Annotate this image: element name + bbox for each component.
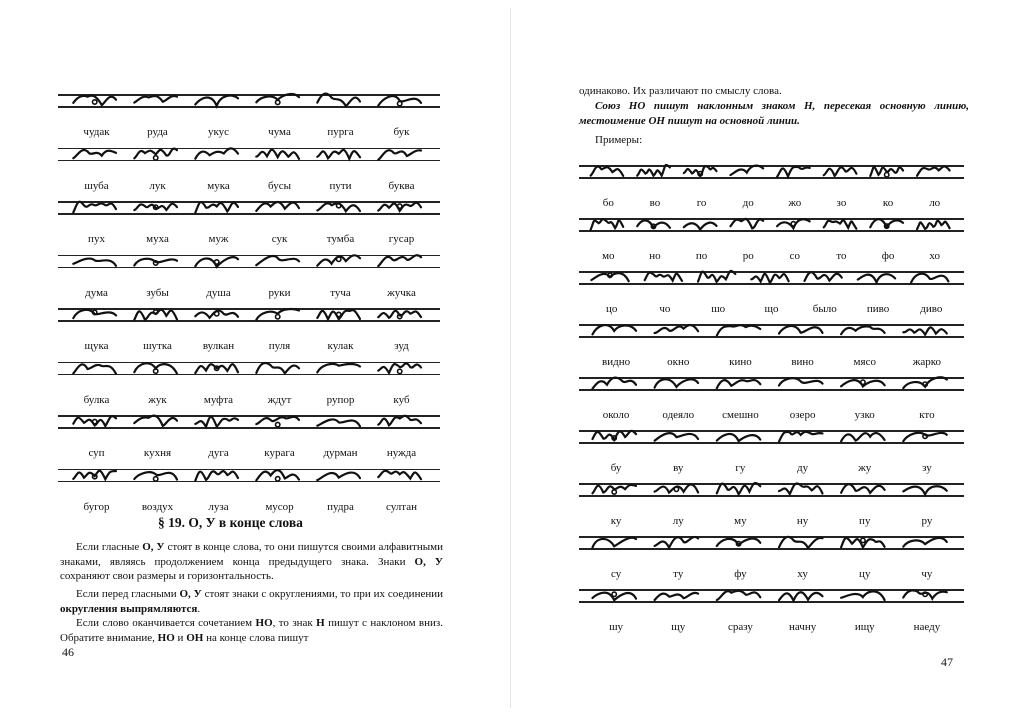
shorthand-glyph <box>779 378 823 385</box>
shorthand-glyph <box>593 538 637 548</box>
word-label: пуля <box>268 340 291 352</box>
shorthand-glyph <box>779 326 823 334</box>
shorthand-glyph <box>378 416 421 426</box>
shorthand-row <box>58 191 440 249</box>
paragraph-1 <box>60 540 443 584</box>
emphasis-text: НО <box>157 631 175 644</box>
shorthand-glyph <box>195 96 238 106</box>
shorthand-glyph <box>717 591 761 600</box>
word-label: около <box>602 409 630 421</box>
shorthand-glyph <box>731 219 764 229</box>
word-label: пу <box>859 515 871 527</box>
shorthand-glyph <box>903 538 947 547</box>
shorthand-glyph <box>73 364 116 373</box>
shorthand-strokes <box>579 155 964 195</box>
shorthand-glyph <box>195 148 238 158</box>
word-label: му <box>734 515 747 527</box>
word-label: окно <box>667 356 690 368</box>
shorthand-glyph <box>73 202 116 213</box>
shorthand-glyph <box>777 219 810 228</box>
shorthand-row <box>579 420 964 478</box>
word-label: курага <box>264 447 295 459</box>
word-label: диво <box>920 303 943 315</box>
word-label: бук <box>393 126 410 138</box>
shorthand-row <box>58 405 440 463</box>
word-label: ту <box>673 568 684 580</box>
body-text: и <box>174 631 187 644</box>
shorthand-glyph <box>256 149 299 158</box>
word-label: нужда <box>386 447 417 459</box>
shorthand-glyph <box>698 271 735 282</box>
shorthand-glyph <box>195 417 238 427</box>
shorthand-loop <box>398 101 402 105</box>
word-label: бо <box>602 197 614 209</box>
shorthand-glyph <box>805 272 842 281</box>
shorthand-strokes <box>58 245 440 285</box>
page-number-right: 47 <box>941 655 953 669</box>
shorthand-strokes <box>579 261 964 301</box>
shorthand-glyph <box>777 167 810 177</box>
shorthand-strokes <box>579 473 964 513</box>
shorthand-glyph <box>655 433 699 441</box>
body-text: на конце слова пишут <box>203 631 309 644</box>
shorthand-glyph <box>256 256 299 265</box>
word-label: мо <box>602 250 615 262</box>
word-label: шутка <box>143 340 172 352</box>
shorthand-loop <box>215 312 219 316</box>
shorthand-loop <box>861 380 865 384</box>
shorthand-glyph <box>593 378 637 389</box>
shorthand-glyph <box>903 486 947 494</box>
shorthand-strokes <box>579 420 964 460</box>
body-text: стоят знаки с округлениями, то при их соединении <box>201 588 443 600</box>
word-label: муж <box>208 233 229 245</box>
emphasis-text: О, У <box>179 588 202 600</box>
word-label: цу <box>859 568 871 580</box>
word-label: муфта <box>203 393 234 406</box>
word-label: хо <box>929 250 940 262</box>
shorthand-glyph <box>841 433 885 441</box>
shorthand-glyph <box>841 591 885 600</box>
intro-text: одинаково. Их различают по смыслу слова. <box>579 85 782 97</box>
word-label: ку <box>610 515 622 527</box>
shorthand-strokes <box>579 579 964 619</box>
shorthand-strokes <box>579 367 964 407</box>
body-text: стоят в конце слова, то они пишутся своими алфавитными знаками, являясь продолжением конца предыдущего знака. Знаки <box>60 541 443 568</box>
shorthand-glyph <box>655 593 699 600</box>
body-text: сохраняют свои размеры и горизонтальность. <box>60 570 274 582</box>
shorthand-glyph <box>317 363 360 371</box>
word-label: гусар <box>388 233 415 245</box>
shorthand-row <box>579 367 964 425</box>
word-label: одеяло <box>662 409 695 421</box>
word-label: султан <box>386 500 417 513</box>
page-number-left: 46 <box>62 645 74 659</box>
word-label: булка <box>83 393 110 406</box>
shorthand-loop <box>276 476 280 480</box>
shorthand-row <box>579 261 964 319</box>
shorthand-loop <box>215 259 219 263</box>
word-label: зо <box>836 197 847 209</box>
shorthand-loop <box>337 203 341 207</box>
shorthand-loop <box>154 310 158 314</box>
shorthand-row <box>58 298 440 356</box>
shorthand-glyph <box>684 223 717 230</box>
word-label: мусор <box>265 500 294 513</box>
shorthand-glyph <box>903 327 947 334</box>
word-label: жарко <box>912 356 942 368</box>
shorthand-glyph <box>134 148 177 158</box>
shorthand-glyph <box>637 165 670 176</box>
word-label: шу <box>609 621 624 633</box>
word-label: чо <box>659 303 671 315</box>
emphasis-text: округления выпрямляются <box>60 602 198 615</box>
shorthand-loop <box>154 476 158 480</box>
word-label: кто <box>919 409 935 421</box>
word-label: рупор <box>326 393 355 406</box>
word-label: луза <box>208 500 229 513</box>
shorthand-glyph <box>378 255 421 266</box>
shorthand-glyph <box>256 94 299 102</box>
shorthand-row <box>579 155 964 213</box>
shorthand-glyph <box>655 537 699 548</box>
left-page <box>0 0 511 724</box>
shorthand-glyph <box>731 166 764 175</box>
word-label: шуба <box>84 179 109 192</box>
word-label: озеро <box>789 409 816 421</box>
shorthand-row <box>579 579 964 637</box>
word-label: жу <box>858 462 872 474</box>
shorthand-row <box>58 352 440 410</box>
shorthand-loop <box>612 592 616 596</box>
shorthand-row <box>579 314 964 372</box>
word-label: душа <box>206 286 231 299</box>
word-label: вулкан <box>202 340 235 352</box>
shorthand-loop <box>885 173 889 177</box>
shorthand-row <box>58 459 440 517</box>
body-text: Если перед гласными <box>76 588 180 600</box>
word-label: руда <box>147 126 168 138</box>
word-label: ву <box>673 462 684 474</box>
shorthand-glyph <box>378 150 421 160</box>
word-label: жо <box>788 197 802 209</box>
emphasis-text: Н <box>316 617 325 629</box>
word-label: ху <box>797 568 808 580</box>
word-label: пурга <box>327 126 354 138</box>
shorthand-glyph <box>717 380 761 388</box>
word-label: было <box>812 303 837 315</box>
shorthand-row <box>58 138 440 196</box>
word-label: го <box>696 197 707 209</box>
shorthand-loop <box>791 222 795 226</box>
word-label: щу <box>671 621 686 633</box>
shorthand-loop <box>276 100 280 104</box>
shorthand-loop <box>674 487 678 491</box>
word-label: що <box>764 303 779 315</box>
word-label: ро <box>742 250 754 262</box>
shorthand-loop <box>93 419 97 423</box>
shorthand-glyph <box>256 202 299 211</box>
shorthand-loop <box>923 434 927 438</box>
word-label: по <box>695 250 708 262</box>
word-label: туча <box>330 286 351 299</box>
shorthand-glyph <box>73 258 116 265</box>
shorthand-glyph <box>591 219 624 230</box>
word-label: сразу <box>727 621 753 633</box>
word-label: воздух <box>141 500 174 513</box>
shorthand-glyph <box>870 167 903 176</box>
word-label: муха <box>146 233 169 245</box>
shorthand-strokes <box>58 84 440 124</box>
shorthand-loop <box>608 273 612 277</box>
word-label: бусы <box>268 179 291 192</box>
word-label: начну <box>788 621 817 633</box>
shorthand-strokes <box>579 526 964 566</box>
shorthand-glyph <box>317 94 360 106</box>
shorthand-glyph <box>717 483 761 494</box>
word-label: пиво <box>866 303 890 315</box>
word-label: ко <box>882 197 894 209</box>
body-text: пишут с наклоном вниз. Обратите внимание, <box>60 617 443 644</box>
shorthand-loop <box>276 315 280 319</box>
shorthand-glyph <box>378 470 421 478</box>
word-label: чу <box>921 568 933 580</box>
shorthand-loop <box>923 382 927 386</box>
word-label: наеду <box>913 621 941 633</box>
emphasis-text: О, У <box>414 555 443 568</box>
word-label: лу <box>672 515 684 527</box>
shorthand-glyph <box>317 149 360 158</box>
word-label: суп <box>88 447 105 459</box>
shorthand-glyph <box>779 592 823 600</box>
shorthand-loop <box>612 490 616 494</box>
shorthand-glyph <box>317 472 360 480</box>
word-label: гу <box>735 462 746 474</box>
word-label: то <box>836 250 847 262</box>
word-label: до <box>742 197 754 209</box>
shorthand-row <box>579 526 964 584</box>
shorthand-strokes <box>58 405 440 445</box>
examples-label: Примеры: <box>595 134 643 146</box>
word-label: во <box>649 197 661 209</box>
shorthand-glyph <box>841 326 885 334</box>
word-label: зубы <box>146 286 169 299</box>
word-label: ну <box>796 515 809 527</box>
shorthand-loop <box>154 368 158 372</box>
word-label: ду <box>797 462 809 474</box>
word-label: жучка <box>387 286 416 299</box>
shorthand-glyph <box>645 273 682 281</box>
shorthand-row <box>58 84 440 142</box>
shorthand-loop <box>276 422 280 426</box>
shorthand-row <box>579 473 964 531</box>
shorthand-row <box>579 208 964 266</box>
word-label: лук <box>149 179 166 192</box>
shorthand-glyph <box>378 363 421 373</box>
emphasis-text: О, У <box>142 541 165 553</box>
paragraph-2 <box>60 587 443 616</box>
shorthand-glyph <box>751 274 788 283</box>
word-label: вино <box>791 356 814 368</box>
word-label: сук <box>271 233 288 245</box>
word-label: кухня <box>143 447 172 459</box>
word-label: видно <box>602 356 631 368</box>
body-text: Если слово оканчивается сочетанием <box>76 617 256 629</box>
word-label: дуга <box>208 447 229 459</box>
shorthand-glyph <box>841 484 885 493</box>
shorthand-strokes <box>58 459 440 499</box>
word-label: дурман <box>323 447 358 459</box>
shorthand-glyph <box>317 419 360 426</box>
word-label: но <box>649 250 661 262</box>
word-label: буква <box>388 179 415 192</box>
word-label: зуд <box>394 340 409 352</box>
shorthand-glyph <box>593 325 637 334</box>
word-label: щука <box>84 340 109 352</box>
shorthand-glyph <box>779 432 823 442</box>
right-page <box>511 0 1023 724</box>
paragraph-3 <box>60 616 443 645</box>
shorthand-glyph <box>655 325 699 333</box>
shorthand-glyph <box>917 221 950 229</box>
shorthand-loop <box>337 257 341 261</box>
shorthand-glyph <box>858 274 895 282</box>
word-label: шо <box>711 303 726 315</box>
word-label: цо <box>605 303 618 315</box>
shorthand-loop <box>154 155 158 159</box>
word-label: мясо <box>853 356 876 368</box>
word-label: тумба <box>326 233 355 245</box>
emphasis-text: НО <box>255 617 273 629</box>
word-label: ищу <box>854 621 875 633</box>
shorthand-glyph <box>317 310 360 319</box>
shorthand-loop <box>398 369 402 373</box>
section-heading: § 19. О, У в конце слова <box>158 515 303 530</box>
shorthand-loop <box>861 538 865 542</box>
word-label: смешно <box>722 409 759 421</box>
word-label: кино <box>729 356 752 368</box>
shorthand-glyph <box>917 166 950 175</box>
word-label: пути <box>329 179 352 192</box>
shorthand-glyph <box>256 470 299 480</box>
word-label: жук <box>148 393 167 406</box>
shorthand-glyph <box>195 202 238 213</box>
shorthand-glyph <box>824 220 857 229</box>
word-label: чудак <box>83 126 110 138</box>
word-label: бугор <box>83 500 110 513</box>
shorthand-strokes <box>58 352 440 392</box>
shorthand-glyph <box>134 416 177 426</box>
word-label: ру <box>921 515 933 527</box>
shorthand-loop <box>398 204 402 208</box>
shorthand-glyph <box>841 380 885 386</box>
body-text: . <box>197 602 201 615</box>
word-label: укус <box>207 126 230 138</box>
shorthand-glyph <box>195 471 238 481</box>
shorthand-strokes <box>58 191 440 231</box>
shorthand-glyph <box>195 257 238 267</box>
shorthand-loop <box>93 100 97 104</box>
word-label: куб <box>393 393 410 406</box>
word-label: руки <box>268 286 291 299</box>
body-text: , то знак <box>272 617 317 629</box>
word-label: фо <box>881 250 895 262</box>
word-label: ждут <box>267 393 292 406</box>
shorthand-glyph <box>779 483 823 494</box>
shorthand-loop <box>698 172 702 176</box>
shorthand-glyph <box>779 537 823 548</box>
shorthand-strokes <box>58 298 440 338</box>
word-label: кулак <box>327 340 354 352</box>
shorthand-strokes <box>579 314 964 354</box>
shorthand-glyph <box>655 379 699 387</box>
word-label: мука <box>207 179 230 192</box>
word-label: пудра <box>327 500 354 513</box>
shorthand-glyph <box>717 325 761 336</box>
shorthand-glyph <box>256 362 299 372</box>
rule-text: Союз НО пишут наклонным знаком Н, пересекая основную линию, местоимение ОН пишут на основной линии. <box>579 100 969 127</box>
word-label: узко <box>854 409 875 421</box>
word-label: дума <box>85 286 108 299</box>
shorthand-glyph <box>591 167 624 176</box>
word-label: бу <box>610 462 622 474</box>
word-label: пух <box>88 233 105 245</box>
word-label: ло <box>929 197 941 209</box>
word-label: чума <box>268 126 291 138</box>
word-label: зу <box>922 462 932 474</box>
shorthand-glyph <box>73 150 116 158</box>
emphasis-text: ОН <box>186 631 204 644</box>
shorthand-strokes <box>579 208 964 248</box>
word-label: со <box>789 250 801 262</box>
shorthand-glyph <box>911 274 948 283</box>
shorthand-loop <box>337 312 341 316</box>
shorthand-row <box>58 245 440 303</box>
body-text: Если гласные <box>76 541 143 553</box>
shorthand-glyph <box>134 96 177 103</box>
shorthand-loop <box>923 592 927 596</box>
word-label: фу <box>734 568 747 580</box>
word-label: су <box>610 568 622 580</box>
shorthand-glyph <box>717 434 761 441</box>
word-labels <box>579 621 964 637</box>
shorthand-glyph <box>824 167 857 176</box>
shorthand-strokes <box>58 138 440 178</box>
